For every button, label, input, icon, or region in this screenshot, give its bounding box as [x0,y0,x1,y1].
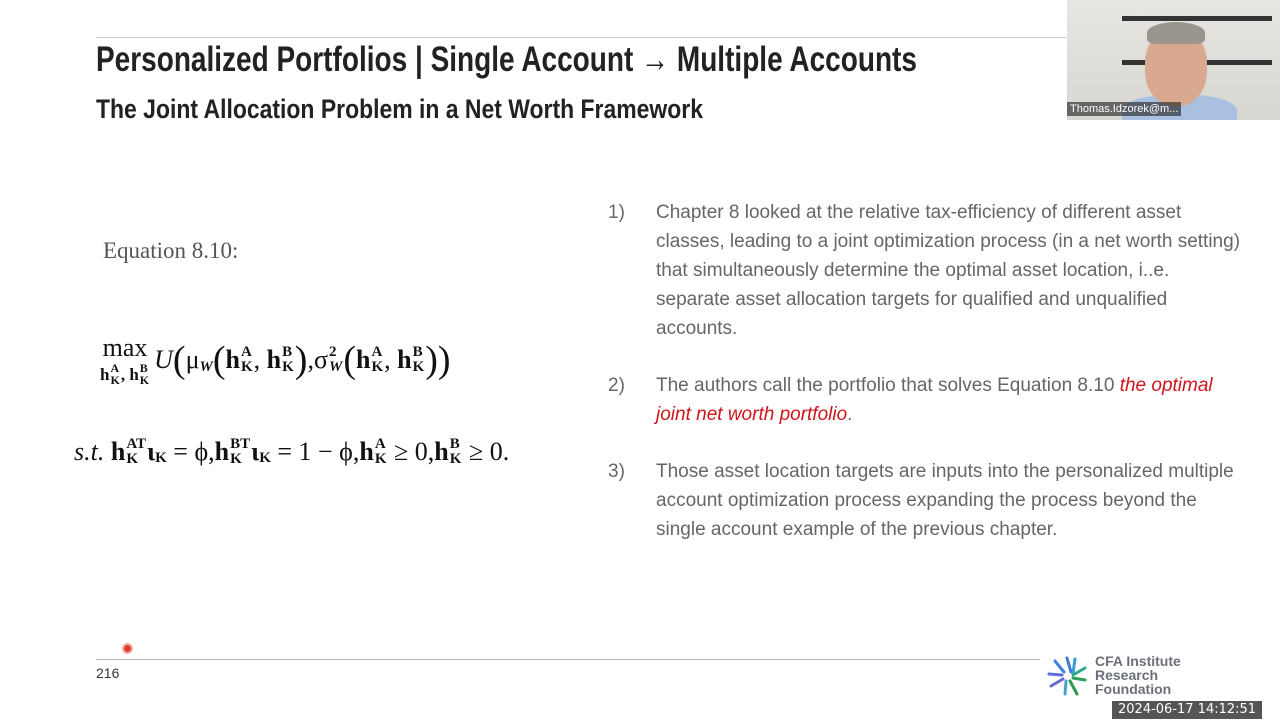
equation-max-subscript: h A K , h B K [100,361,150,387]
participant-name: Thomas.Idzorek@m... [1067,102,1181,116]
equation-constraints: s.t. h AT K ι K = ϕ, h BT K ι K = 1 − ϕ, h A K ≥ 0, h B K ≥ 0. [74,435,510,467]
equation-max: max h A K , h B K [100,333,150,387]
item-number: 2) [608,375,625,396]
item-text: Chapter 8 looked at the relative tax-efficiency of different asset classes, leading to a joint optimization process (in a net worth setting) that simultaneously determine the optimal asset location, i..e. separate asset allocation targets for qualified and unqualified accounts. [656,202,1241,339]
item-text [656,371,1248,429]
slide-subtitle: The Joint Allocation Problem in a Net Worth Framework [96,94,703,124]
item-text: Those asset location targets are inputs into the personalized multiple account optimization process expanding the process beyond the single account example of the previous chapter. [656,461,1234,540]
point-list [608,198,1248,572]
item-number: 1) [608,202,625,223]
equation-objective: max h A K , h B K U ( μ W ( h A K , h B K ) ,σ 2 W ( h A K , h B K )) [100,333,451,387]
slide-title: Personalized Portfolios | Single Account → Multiple Accounts [96,40,917,79]
laser-pointer [122,643,133,654]
title-rule [96,37,1066,38]
item-highlight: the optimal joint net worth portfolio [656,375,1213,425]
list-item [608,457,1248,544]
participant-hair [1147,22,1205,44]
item-text-after: . [847,404,853,425]
webcam-tile[interactable] [1067,0,1280,120]
page-number: 216 [96,665,120,681]
timestamp: 2024-06-17 14:12:51 [1112,701,1262,719]
cfa-logo [1045,654,1185,698]
list-item [608,371,1248,429]
shelf [1122,16,1272,21]
item-number: 3) [608,461,625,482]
equation-label: Equation 8.10: [103,238,239,263]
item-text-plain: The authors call the portfolio that solves Equation 8.10 [656,375,1120,396]
list-item [608,198,1248,343]
logo-text: CFA Institute Research Foundation [1095,653,1181,697]
footer-rule [96,659,1040,660]
cfa-starburst-icon [1045,654,1089,698]
